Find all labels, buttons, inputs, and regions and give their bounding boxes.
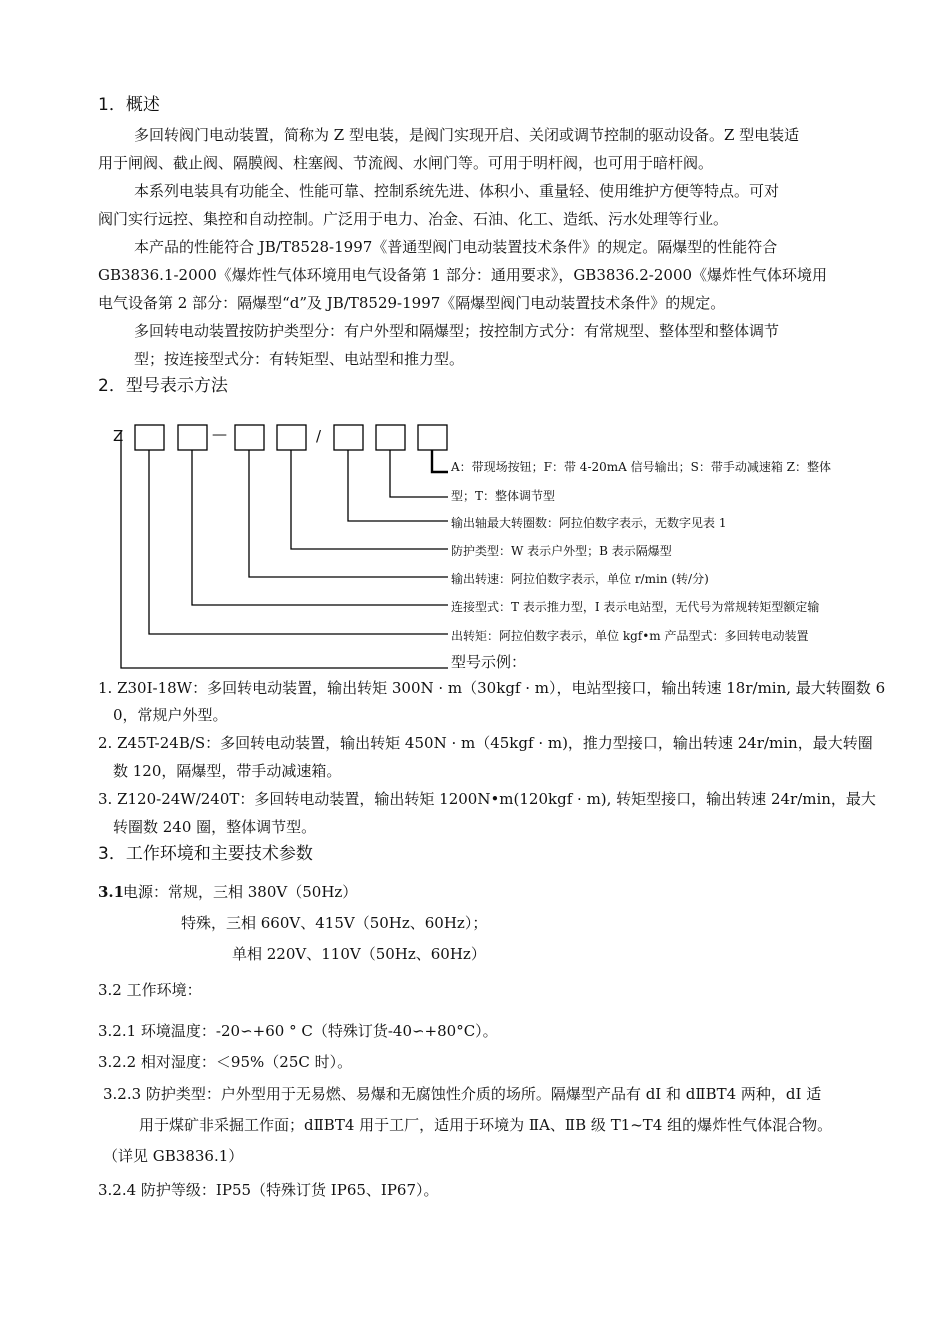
- section-number: 3.1: [98, 883, 125, 901]
- section-3-heading: 3．工作环境和主要技术参数: [98, 844, 313, 864]
- spec-line: 单相 220V、110V（50Hz、60Hz）: [232, 945, 486, 963]
- spec-line: 3.2 工作环境：: [98, 981, 202, 999]
- code-slash: /: [316, 427, 322, 445]
- code-dash: —: [212, 425, 227, 443]
- paragraph-line: 阀门实行远控、集控和自动控制。广泛用于电力、冶金、石油、化工、造纸、污水处理等行业。: [98, 210, 729, 228]
- example-line: 数 120，隔爆型，带手动减速箱。: [113, 762, 342, 780]
- code-box-2: [178, 425, 207, 450]
- section-1-heading: 1．概述: [98, 95, 160, 115]
- diagram-label: 型；T：整体调节型: [451, 489, 556, 503]
- paragraph-line: 本系列电装具有功能全、性能可靠、控制系统先进、体积小、重量轻、使用维护方便等特点。可对: [134, 182, 780, 200]
- paragraph-line: 用于闸阀、截止阀、隔膜阀、柱塞阀、节流阀、水闸门等。可用于明杆阀，也可用于暗杆阀。: [98, 154, 714, 172]
- paragraph-line: 电气设备第 2 部分：隔爆型“d”及 JB/T8529-1997《隔爆型阀门电动装置技术条件》的规定。: [98, 294, 726, 312]
- diagram-label: 连接型式：T 表示推力型，I 表示电站型，无代号为常规转矩型额定输: [451, 600, 820, 614]
- code-box-6: [376, 425, 405, 450]
- spec-line: 特殊，三相 660V、415V（50Hz、60Hz）；: [181, 914, 488, 932]
- example-line: 0，常规户外型。: [113, 706, 228, 724]
- paragraph-line: 型；按连接型式分：有转矩型、电站型和推力型。: [134, 350, 465, 368]
- spec-line: 3.2.1 环境温度：-20∽+60 ° C（特殊订货-40∽+80°C）。: [98, 1022, 498, 1040]
- code-box-5: [334, 425, 363, 450]
- code-prefix: Z: [113, 427, 124, 445]
- diagram-label: A：带现场按钮；F：带 4-20mA 信号输出；S：带手动减速箱 Z：整体: [451, 460, 832, 474]
- example-line: 3. Z120-24W/240T：多回转电动装置，输出转矩 1200N•m(120kgf · m), 转矩型接口，输出转速 24r/min，最大: [98, 790, 876, 808]
- code-box-7: [418, 425, 447, 450]
- example-line: 1. Z30I-18W：多回转电动装置，输出转矩 300N · m（30kgf · m），电站型接口，输出转速 18r/min, 最大转圈数 6: [98, 679, 886, 697]
- diagram-label: 防护类型：W 表示户外型；B 表示隔爆型: [451, 544, 672, 558]
- paragraph-line: 本产品的性能符合 JB/T8528-1997《普通型阀门电动装置技术条件》的规定。隔爆型的性能符合: [134, 238, 778, 256]
- diagram-label: 输出转速：阿拉伯数字表示，单位 r/min (转/分): [451, 572, 709, 586]
- paragraph-line: 多回转电动装置按防护类型分：有户外型和隔爆型；按控制方式分：有常规型、整体型和整体调节: [134, 322, 780, 340]
- paragraph-line: GB3836.1-2000《爆炸性气体环境用电气设备第 1 部分：通用要求》，GB3836.2-2000《爆炸性气体环境用: [98, 266, 828, 284]
- code-box-1: [135, 425, 164, 450]
- section-2-heading: 2．型号表示方法: [98, 376, 228, 396]
- diagram-label: 出转矩：阿拉伯数字表示，单位 kgf•m 产品型式：多回转电动装置: [451, 629, 809, 643]
- spec-line: 3.2.2 相对湿度：＜95%（25C 时）。: [98, 1053, 353, 1071]
- example-line: 转圈数 240 圈，整体调节型。: [113, 818, 317, 836]
- spec-line: （详见 GB3836.1）: [103, 1147, 244, 1165]
- spec-line: 3.2.4 防护等级：IP55（特殊订货 IP65、IP67）。: [98, 1181, 439, 1199]
- spec-line: 用于煤矿非采掘工作面；dⅡBT4 用于工厂，适用于环境为 ⅡA、ⅡB 级 T1~T4 组的爆炸性气体混合物。: [139, 1116, 833, 1134]
- example-line: 2. Z45T-24B/S：多回转电动装置，输出转矩 450N · m（45kgf · m)，推力型接口，输出转速 24r/min，最大转圈: [98, 734, 873, 752]
- spec-line: 3.2.3 防护类型：户外型用于无易燃、易爆和无腐蚀性介质的场所。隔爆型产品有 dⅠ 和 dⅡBT4 两种，dⅠ 适: [103, 1085, 822, 1103]
- diagram-label: 输出轴最大转圈数：阿拉伯数字表示，无数字见表 1: [451, 516, 727, 530]
- spec-line: 电源：常规，三相 380V（50Hz）: [123, 883, 358, 901]
- code-box-3: [235, 425, 264, 450]
- diagram-label: 型号示例：: [451, 653, 527, 671]
- code-box-4: [277, 425, 306, 450]
- paragraph-line: 多回转阀门电动装置，简称为 Z 型电装，是阀门实现开启、关闭或调节控制的驱动设备。Z 型电装适: [134, 126, 800, 144]
